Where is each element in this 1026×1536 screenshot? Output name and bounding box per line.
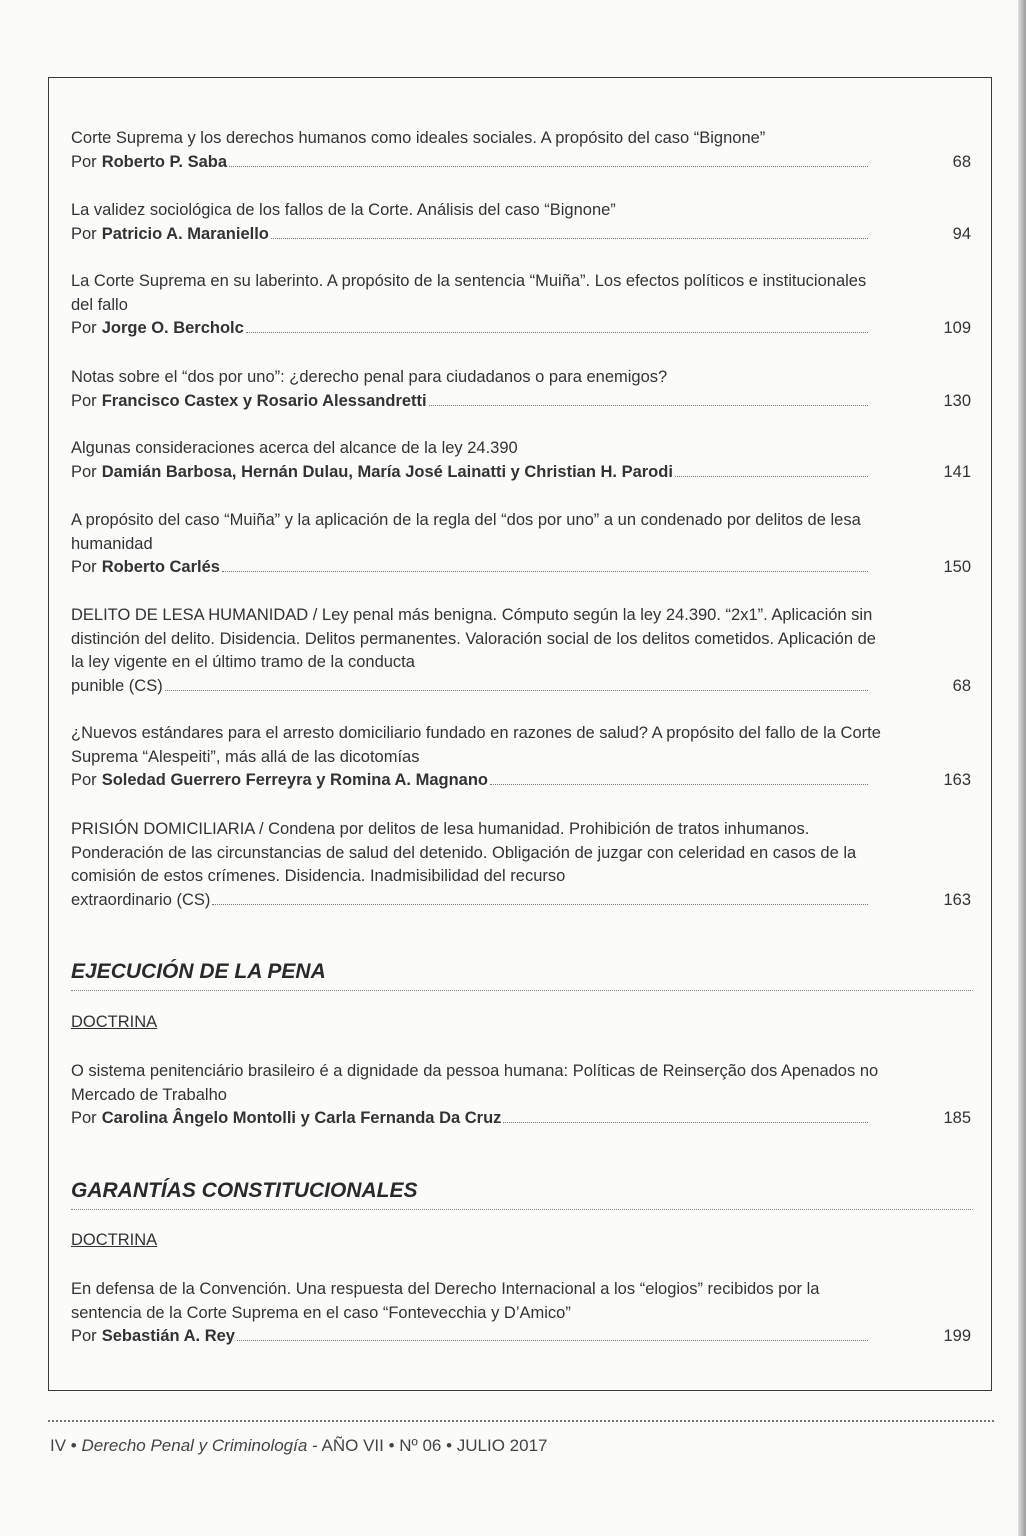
entry-by: punible (CS) [71, 676, 163, 695]
entry-byline [71, 317, 971, 341]
toc-entry[interactable] [71, 818, 971, 912]
toc-entry[interactable] [71, 270, 971, 341]
dot-leader [271, 238, 868, 239]
entry-title: Corte Suprema y los derechos humanos como ideales sociales. A propósito del caso “Bignone” [71, 129, 766, 147]
entry-page-number: 163 [943, 771, 971, 789]
entry-title: Algunas consideraciones acerca del alcance de la ley 24.390 [71, 439, 518, 457]
toc-entry[interactable] [71, 199, 971, 246]
entry-title: DELITO DE LESA HUMANIDAD / Ley penal más benigna. Cómputo según la ley 24.390. “2x1”. Aplicación sin distinción del delito. Disidencia. Delitos permanentes. Valoración social de los delitos cometidos. Aplicación de la ley vigente en el último tramo de la conducta [71, 606, 876, 671]
entry-byline [71, 675, 971, 699]
toc-entry[interactable] [71, 509, 971, 580]
doctrina-label[interactable]: DOCTRINA [71, 1231, 158, 1249]
entry-byline [71, 390, 971, 414]
toc-entry[interactable] [71, 127, 971, 174]
entry-author: Francisco Castex y Rosario Alessandretti [101, 391, 427, 410]
entry-page-number: 141 [943, 462, 971, 481]
entry-page-number: 94 [952, 224, 971, 243]
dot-leader [675, 476, 868, 477]
entry-page-number: 68 [952, 152, 971, 171]
footer-separator: • [70, 1436, 77, 1455]
dot-leader [503, 1122, 868, 1123]
entry-by: Por [71, 319, 97, 337]
dot-leader [246, 332, 868, 333]
dot-leader [165, 690, 868, 691]
toc-entry[interactable] [71, 722, 971, 793]
entry-title: La validez sociológica de los fallos de la Corte. Análisis del caso “Bignone” [71, 201, 616, 219]
entry-by: Por [71, 1327, 97, 1345]
entry-byline [71, 769, 971, 793]
toc-entry[interactable] [71, 1060, 971, 1131]
footer-divider [48, 1420, 994, 1422]
dot-leader [229, 166, 868, 167]
entry-page-number: 199 [943, 1327, 971, 1345]
dot-leader [237, 1340, 868, 1341]
dot-leader [222, 571, 868, 572]
entry-title: Notas sobre el “dos por uno”: ¿derecho penal para ciudadanos o para enemigos? [71, 368, 668, 386]
entry-byline [71, 223, 971, 247]
doctrina-label[interactable]: DOCTRINA [71, 1013, 158, 1031]
dot-leader [429, 405, 868, 406]
dot-leader [212, 904, 868, 905]
entry-author: Jorge O. Bercholc [101, 319, 244, 337]
entry-by: Por [71, 152, 97, 171]
entry-author: Carolina Ângelo Montolli y Carla Fernanda Da Cruz [101, 1109, 502, 1127]
page-edge-shadow [1018, 0, 1026, 1536]
entry-by: Por [71, 462, 97, 481]
entry-title: A propósito del caso “Muiña” y la aplicación de la regla del “dos por uno” a un condenado por delitos de lesa humanidad [71, 511, 861, 553]
entry-author: Roberto P. Saba [101, 152, 228, 171]
toc-entry[interactable] [71, 1278, 971, 1349]
entry-page-number: 185 [943, 1109, 971, 1127]
section-heading: EJECUCIÓN DE LA PENA [71, 960, 973, 991]
section-heading: GARANTÍAS CONSTITUCIONALES [71, 1179, 973, 1210]
entry-byline [71, 1107, 971, 1131]
entry-author: Patricio A. Maraniello [101, 224, 269, 243]
entry-title: En defensa de la Convención. Una respuesta del Derecho Internacional a los “elogios” recibidos por la sentencia de la Corte Suprema en el caso “Fontevecchia y D’Amico” [71, 1280, 820, 1322]
page-footer [50, 1436, 548, 1456]
entry-page-number: 130 [943, 391, 971, 410]
entry-by: Por [71, 771, 97, 789]
entry-title: La Corte Suprema en su laberinto. A propósito de la sentencia “Muiña”. Los efectos políticos e institucionales del fallo [71, 272, 867, 314]
toc-entry[interactable] [71, 437, 971, 484]
entry-by: Por [71, 558, 97, 576]
entry-page-number: 109 [943, 319, 971, 337]
toc-entry[interactable] [71, 366, 971, 413]
entry-by: Por [71, 224, 97, 243]
entry-author: Sebastián A. Rey [101, 1327, 235, 1345]
footer-page-numeral: IV [50, 1436, 67, 1455]
entry-author: Damián Barbosa, Hernán Dulau, María José Lainatti y Christian H. Parodi [101, 462, 673, 481]
entry-title: O sistema penitenciário brasileiro é a dignidade da pessoa humana: Políticas de Reinserção dos Apenados no Mercado de Trabalho [71, 1062, 879, 1104]
entry-author: Roberto Carlés [101, 558, 220, 576]
entry-page-number: 150 [943, 558, 971, 576]
entry-byline [71, 556, 971, 580]
entry-byline [71, 461, 971, 485]
entry-by: Por [71, 391, 97, 410]
entry-by: Por [71, 1109, 97, 1127]
entry-author: Soledad Guerrero Ferreyra y Romina A. Magnano [101, 771, 489, 789]
entry-byline [71, 1325, 971, 1349]
footer-journal-title: Derecho Penal y Criminología [81, 1436, 308, 1455]
entry-byline [71, 151, 971, 175]
footer-issue: - AÑO VII • Nº 06 • JULIO 2017 [312, 1436, 548, 1455]
entry-page-number: 68 [952, 676, 971, 695]
entry-page-number: 163 [943, 890, 971, 909]
dot-leader [490, 784, 868, 785]
entry-by: extraordinario (CS) [71, 890, 211, 909]
toc-entry[interactable] [71, 604, 971, 698]
entry-title: ¿Nuevos estándares para el arresto domiciliario fundado en razones de salud? A propósito del fallo de la Corte Suprema “Alespeiti”, más allá de las dicotomías [71, 724, 881, 766]
entry-title: PRISIÓN DOMICILIARIA / Condena por delitos de lesa humanidad. Prohibición de tratos inhumanos. Ponderación de las circunstancias de salud del detenido. Obligación de juzgar con celeridad en casos de la comisión de estos crímenes. Disidencia. Inadmisibilidad del recurso [71, 820, 857, 885]
entry-byline [71, 889, 971, 913]
